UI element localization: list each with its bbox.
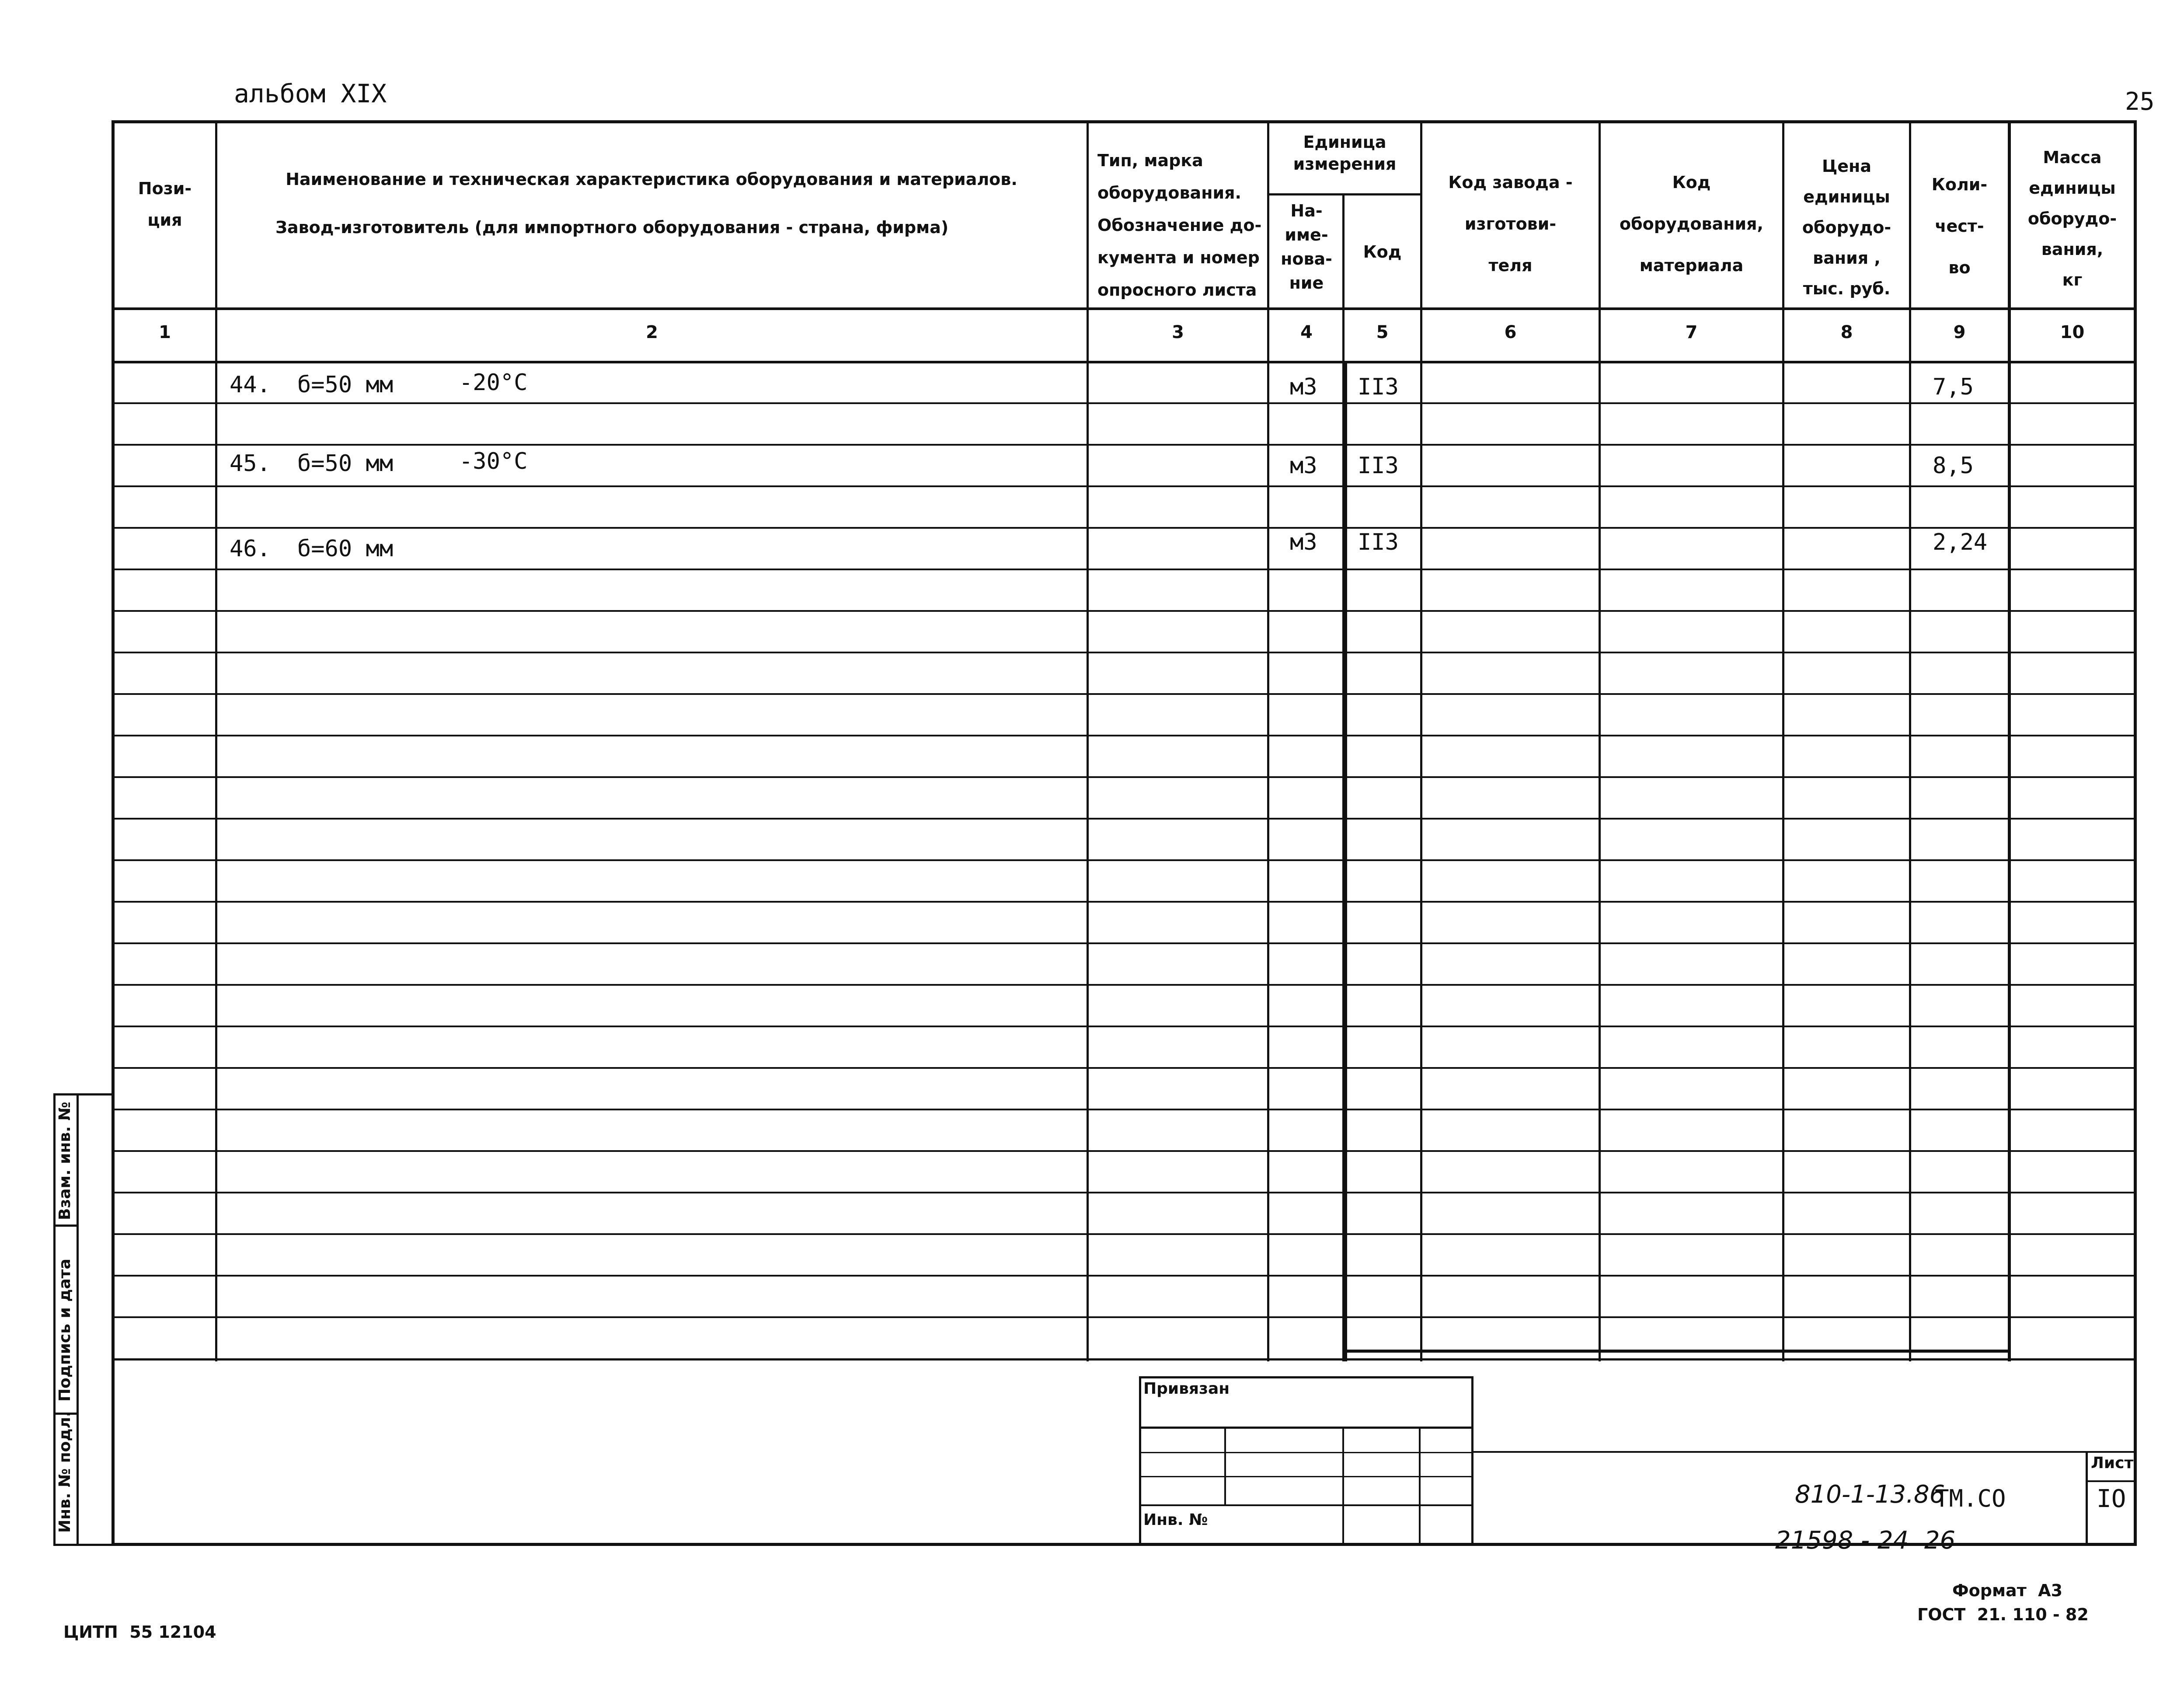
- list-value: IO: [2097, 1485, 2126, 1513]
- header-price: Цена единицы оборудо- вания , тыс. руб.: [1802, 157, 1891, 298]
- side-label-vzam: Взам. инв. №: [56, 1102, 74, 1220]
- row-divider: [111, 818, 2136, 820]
- list-label: Лист: [2091, 1454, 2134, 1472]
- album-label: альбом XIX: [234, 79, 387, 108]
- header-name-line1: Наименование и техническая характеристика оборудования и материалов.: [286, 170, 1017, 189]
- col-number-8: 8: [1840, 322, 1853, 342]
- row-divider: [111, 444, 2136, 446]
- row-divider: [111, 901, 2136, 903]
- side-label-inv: Инв. № подл.: [56, 1411, 74, 1533]
- header-plant-code: Код завода - изготови- теля: [1448, 173, 1573, 275]
- footer-format: Формат А3: [1952, 1581, 2063, 1600]
- row-quantity: 7,5: [1933, 374, 1974, 400]
- row-number: 44.: [230, 372, 271, 398]
- row-temperature: -30°С: [459, 448, 528, 474]
- row-divider: [111, 485, 2136, 487]
- row-divider: [111, 942, 2136, 944]
- row-divider: [111, 776, 2136, 778]
- header-unit-code: Код: [1363, 242, 1402, 262]
- row-quantity: 2,24: [1933, 529, 1988, 555]
- col-number-7: 7: [1685, 322, 1698, 342]
- row-temperature: -20°С: [459, 370, 528, 396]
- row-unit-code: II3: [1358, 374, 1399, 400]
- col-number-10: 10: [2060, 322, 2085, 342]
- row-divider: [111, 1026, 2136, 1027]
- row-divider: [111, 610, 2136, 612]
- row-divider: [111, 1316, 2136, 1318]
- header-qty: Коли- чест- во: [1931, 175, 1988, 277]
- row-divider: [111, 402, 2136, 404]
- row-divider: [111, 693, 2136, 695]
- row-unit: м3: [1290, 453, 1317, 479]
- col-number-9: 9: [1953, 322, 1966, 342]
- col-number-4: 4: [1300, 322, 1313, 342]
- col-number-1: 1: [159, 322, 171, 342]
- row-quantity: 8,5: [1933, 453, 1974, 479]
- col-number-6: 6: [1504, 322, 1517, 342]
- doc-suffix: ТМ.СО: [1935, 1485, 2006, 1512]
- row-description: б=50 мм: [297, 450, 394, 477]
- row-divider: [111, 569, 2136, 570]
- row-unit: м3: [1290, 374, 1317, 400]
- col-number-5: 5: [1376, 322, 1389, 342]
- row-divider: [111, 652, 2136, 653]
- side-label-podpis: Подпись и дата: [56, 1259, 74, 1402]
- page-number: 25: [2125, 87, 2155, 116]
- row-divider: [111, 527, 2136, 529]
- stamp-inv-no: Инв. №: [1143, 1511, 1208, 1529]
- stamp-privyazan: Привязан: [1143, 1380, 1230, 1398]
- row-description: б=50 мм: [297, 372, 394, 398]
- col-number-2: 2: [646, 322, 658, 342]
- row-divider: [111, 859, 2136, 861]
- row-divider: [111, 1067, 2136, 1069]
- row-divider: [111, 984, 2136, 986]
- header-name-line2: Завод-изготовитель (для импортного оборудования - страна, фирма): [275, 218, 949, 237]
- footer-gost: ГОСТ 21. 110 - 82: [1917, 1605, 2089, 1624]
- handwritten-number: 21598 - 24 26: [1775, 1526, 1956, 1555]
- row-unit: м3: [1290, 529, 1317, 555]
- row-divider: [111, 1275, 2136, 1277]
- header-mass: Масса единицы оборудо- вания, кг: [2027, 148, 2117, 290]
- row-divider: [111, 1150, 2136, 1152]
- row-divider: [111, 735, 2136, 736]
- header-position: Пози- ция: [138, 179, 192, 230]
- header-unit-group: Единица измерения: [1293, 133, 1397, 174]
- row-divider: [111, 1192, 2136, 1193]
- doc-code: 810-1-13.86: [1795, 1480, 1945, 1509]
- header-type: Тип, марка оборудования. Обозначение до- кумента и номер опросного листа: [1097, 151, 1262, 300]
- row-unit-code: II3: [1358, 529, 1399, 555]
- col-number-3: 3: [1172, 322, 1184, 342]
- footer-cititp: ЦИТП 55 12104: [63, 1622, 216, 1642]
- row-unit-code: II3: [1358, 453, 1399, 479]
- header-unit-name: На- име- нова- ние: [1281, 201, 1332, 293]
- row-number: 45.: [230, 450, 271, 477]
- row-number: 46.: [230, 536, 271, 562]
- row-divider: [111, 1109, 2136, 1110]
- row-divider: [111, 1233, 2136, 1235]
- row-description: б=60 мм: [297, 536, 394, 562]
- header-equip-code: Код оборудования, материала: [1620, 173, 1763, 275]
